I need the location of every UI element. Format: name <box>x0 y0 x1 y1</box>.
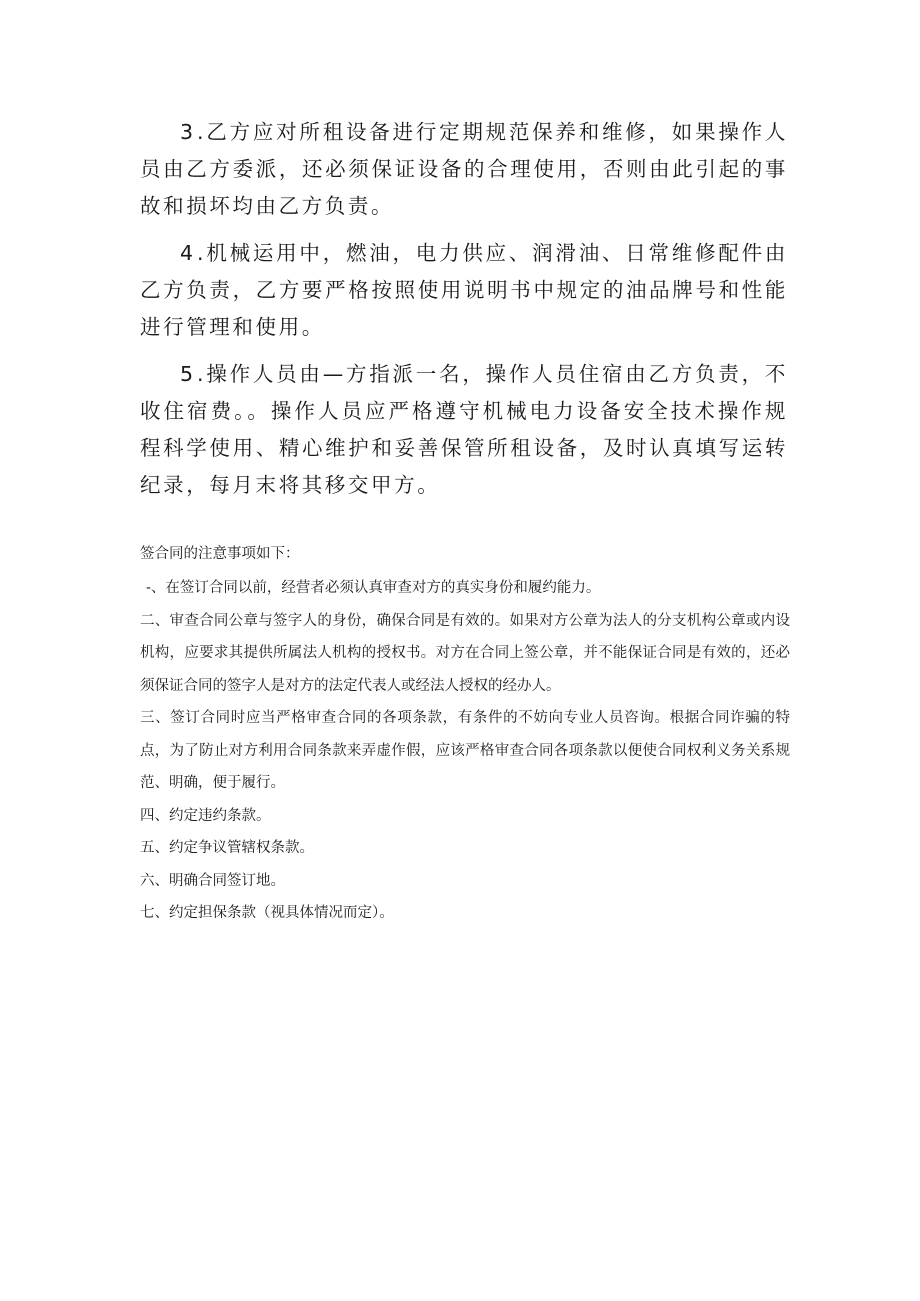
clause-number: 5 <box>180 362 198 386</box>
contract-clauses <box>140 114 788 504</box>
clause-number: 3 <box>180 120 198 144</box>
note-item-2: 二、审查合同公章与签字人的身份，确保合同是有效的。如果对方公章为法人的分支机构公章或内设机构，应要求其提供所属法人机构的授权书。对方在合同上签公章，并不能保证合同是有效的，还必须保证合同的签字人是对方的法定代表人或经法人授权的经办人。 <box>140 612 790 694</box>
clause-3 <box>140 114 788 225</box>
clause-text: .操作人员由—方指派一名，操作人员住宿由乙方负责，不收住宿费。。操作人员应严格遵守机械电力设备安全技术操作规程科学使用、精心维护和妥善保管所租设备，及时认真填写运转纪录，每月末将其移交甲方。 <box>140 362 788 497</box>
signing-notes <box>140 538 790 930</box>
note-item-1: -、在签订合同以前，经营者必须认真审查对方的真实身份和履约能力。 <box>146 580 601 596</box>
note-item-3: 三、签订合同时应当严格审查合同的各项条款，有条件的不妨向专业人员咨询。根据合同诈骗的特点，为了防止对方利用合同条款来弄虚作假，应该严格审查合同各项条款以便使合同权利义务关系规范、明确，便于履行。 <box>140 710 790 791</box>
note-item-7: 七、约定担保条款（视具体情况而定）。 <box>140 905 394 921</box>
clause-number: 4 <box>180 241 198 265</box>
note-item-6: 六、明确合同签订地。 <box>140 872 285 889</box>
clause-5 <box>140 356 788 504</box>
clause-4 <box>140 235 788 346</box>
clause-text: .乙方应对所租设备进行定期规范保养和维修，如果操作人员由乙方委派，还必须保证设备的合理使用，否则由此引起的事故和损坏均由乙方负责。 <box>140 120 788 218</box>
clause-text: .机械运用中，燃油，电力供应、润滑油、日常维修配件由乙方负责，乙方要严格按照使用说明书中规定的油品牌号和性能进行管理和使用。 <box>140 241 788 339</box>
note-item-4: 四、约定违约条款。 <box>140 807 271 824</box>
notes-heading: 签合同的注意事项如下： <box>140 546 300 562</box>
note-item-5: 五、约定争议管辖权条款。 <box>140 840 314 856</box>
